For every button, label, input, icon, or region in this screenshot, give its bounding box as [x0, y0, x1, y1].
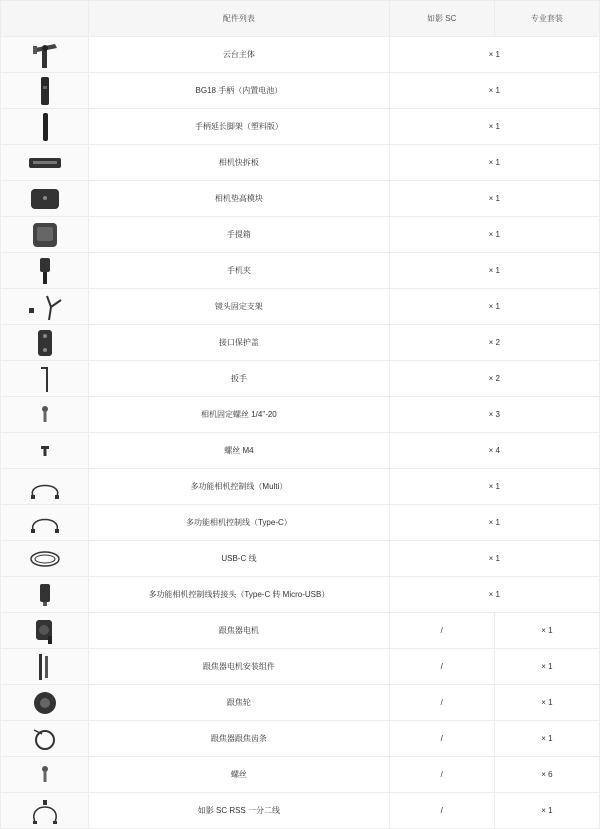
table-row [1, 433, 600, 469]
item-name: 手柄延长脚架（塑料版） [89, 109, 390, 145]
cable-typec-icon [1, 508, 88, 538]
item-quantity-pro: × 6 [494, 757, 599, 793]
item-image-cell [1, 541, 89, 577]
item-name: 跟焦器电机安装组件 [89, 649, 390, 685]
table-row [1, 685, 600, 721]
item-quantity: × 1 [389, 181, 599, 217]
item-image-cell [1, 73, 89, 109]
adapter-icon [1, 580, 88, 610]
item-name: 跟焦器电机 [89, 613, 390, 649]
table-row [1, 109, 600, 145]
item-name: 多功能相机控制线（Type-C） [89, 505, 390, 541]
phone-holder-icon [1, 256, 88, 286]
table-row [1, 505, 600, 541]
item-quantity-pro: × 1 [494, 685, 599, 721]
item-image-cell [1, 325, 89, 361]
item-name: 如影 SC RSS 一分二线 [89, 793, 390, 829]
item-image-cell [1, 685, 89, 721]
lens-support-icon [1, 292, 88, 322]
item-image-cell [1, 469, 89, 505]
item-name: 螺丝 [89, 757, 390, 793]
header-pro-combo: 专业套装 [494, 1, 599, 37]
item-quantity-pro: × 1 [494, 793, 599, 829]
item-quantity: × 4 [389, 433, 599, 469]
screw-icon [1, 765, 88, 785]
item-image-cell [1, 181, 89, 217]
item-quantity: × 1 [389, 37, 599, 73]
item-image-cell [1, 361, 89, 397]
item-image-cell [1, 217, 89, 253]
item-image-cell [1, 109, 89, 145]
focus-wheel-icon [1, 688, 88, 718]
focus-gear-strip-icon [1, 724, 88, 754]
item-quantity-pro: × 1 [494, 721, 599, 757]
item-name: 多功能相机控制线（Multi） [89, 469, 390, 505]
table-row [1, 145, 600, 181]
item-quantity: × 1 [389, 469, 599, 505]
table-row [1, 649, 600, 685]
port-cover-icon [1, 328, 88, 358]
table-row [1, 577, 600, 613]
grip-bag-icon [1, 220, 88, 250]
table-row [1, 37, 600, 73]
item-quantity-sc: / [389, 793, 494, 829]
motor-mount-icon [1, 652, 88, 682]
item-image-cell [1, 721, 89, 757]
item-name: 扳手 [89, 361, 390, 397]
item-image-cell [1, 613, 89, 649]
riser-block-icon [1, 186, 88, 212]
item-name: 跟焦器跟焦齿条 [89, 721, 390, 757]
usb-cable-icon [1, 544, 88, 574]
item-quantity: × 1 [389, 145, 599, 181]
item-name: 接口保护盖 [89, 325, 390, 361]
item-image-cell [1, 577, 89, 613]
table-row [1, 289, 600, 325]
item-quantity: × 1 [389, 505, 599, 541]
item-image-cell [1, 649, 89, 685]
item-quantity: × 1 [389, 217, 599, 253]
split-cable-icon [1, 796, 88, 826]
table-row [1, 721, 600, 757]
item-image-cell [1, 289, 89, 325]
item-name: 相机固定螺丝 1/4"-20 [89, 397, 390, 433]
table-row [1, 253, 600, 289]
table-row [1, 217, 600, 253]
screw-icon [1, 405, 88, 425]
item-quantity: × 1 [389, 577, 599, 613]
item-name: 多功能相机控制线转接头（Type-C 转 Micro-USB） [89, 577, 390, 613]
table-row [1, 181, 600, 217]
item-name: 云台主体 [89, 37, 390, 73]
table-row [1, 73, 600, 109]
item-image-cell [1, 145, 89, 181]
item-quantity-sc: / [389, 721, 494, 757]
item-quantity: × 2 [389, 325, 599, 361]
item-quantity: × 1 [389, 289, 599, 325]
quick-release-plate-icon [1, 152, 88, 174]
item-name: 手提箱 [89, 217, 390, 253]
item-name: 相机垫高模块 [89, 181, 390, 217]
item-quantity-sc: / [389, 649, 494, 685]
item-name: 跟焦轮 [89, 685, 390, 721]
extension-tripod-icon [1, 112, 88, 142]
item-image-cell [1, 793, 89, 829]
item-name: 螺丝 M4 [89, 433, 390, 469]
focus-motor-icon [1, 616, 88, 646]
item-image-cell [1, 757, 89, 793]
table-row [1, 325, 600, 361]
item-quantity-sc: / [389, 757, 494, 793]
cable-multi-icon [1, 472, 88, 502]
item-name: 相机快拆板 [89, 145, 390, 181]
item-quantity-pro: × 1 [494, 649, 599, 685]
item-quantity: × 2 [389, 361, 599, 397]
item-name: 手机夹 [89, 253, 390, 289]
table-row [1, 361, 600, 397]
header-accessory-list: 配件列表 [89, 1, 390, 37]
item-quantity: × 3 [389, 397, 599, 433]
table-row [1, 469, 600, 505]
item-name: 镜头固定支架 [89, 289, 390, 325]
header-sc: 如影 SC [389, 1, 494, 37]
handle-battery-icon [1, 76, 88, 106]
table-row [1, 793, 600, 829]
item-image-cell [1, 397, 89, 433]
item-quantity-pro: × 1 [494, 613, 599, 649]
small-screw-icon [1, 443, 88, 459]
item-image-cell [1, 505, 89, 541]
item-image-cell [1, 37, 89, 73]
table-row [1, 541, 600, 577]
item-image-cell [1, 253, 89, 289]
item-image-cell [1, 433, 89, 469]
item-name: BG18 手柄（内置电池） [89, 73, 390, 109]
header-image-cell [1, 1, 89, 37]
item-quantity: × 1 [389, 541, 599, 577]
item-quantity: × 1 [389, 73, 599, 109]
item-quantity-sc: / [389, 685, 494, 721]
gimbal-icon [1, 40, 88, 70]
item-name: USB-C 线 [89, 541, 390, 577]
item-quantity: × 1 [389, 253, 599, 289]
item-quantity: × 1 [389, 109, 599, 145]
table-header-row [1, 1, 600, 37]
hex-wrench-icon [1, 364, 88, 394]
table-row [1, 757, 600, 793]
item-quantity-sc: / [389, 613, 494, 649]
table-row [1, 397, 600, 433]
table-row [1, 613, 600, 649]
